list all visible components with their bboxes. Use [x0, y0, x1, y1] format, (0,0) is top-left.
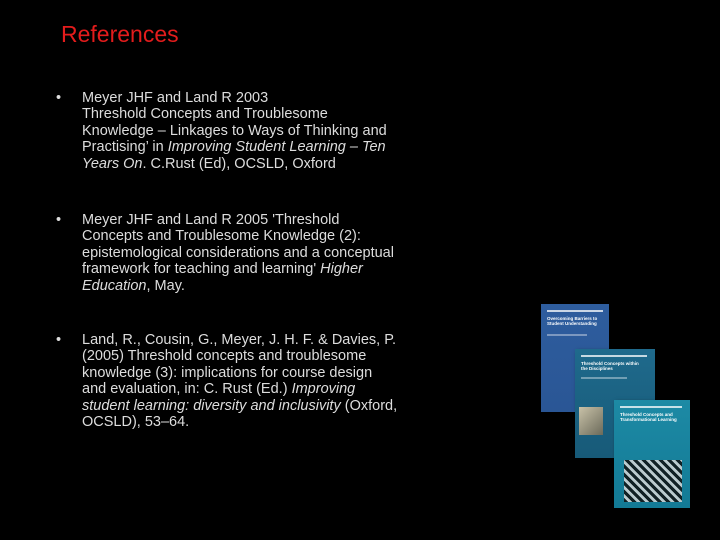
book-cover-title: Threshold Concepts and Transformational Learning: [620, 412, 677, 422]
escher-tessellation-image: [624, 460, 682, 502]
reference-item: [56, 212, 462, 294]
reference-item: [56, 332, 462, 430]
book-cover-threshold-transformational: [614, 400, 690, 508]
bullet: •: [56, 332, 62, 348]
bullet: •: [56, 90, 62, 106]
book-cover-title: Threshold Concepts within the Disciplines: [581, 361, 639, 371]
slide-title: References: [61, 21, 179, 47]
cover-rule: [581, 377, 627, 379]
bullet: •: [56, 212, 62, 228]
reference-item: [56, 90, 462, 172]
reference-text: Meyer JHF and Land R 2003 Threshold Concepts and Troublesome Knowledge – Linkages to Ways of Thinking and Practising’ in Improving Student Learning – Ten Years On. C.Rust (Ed), OCSLD, Oxford: [82, 90, 387, 172]
cover-rule: [620, 406, 682, 408]
reference-text: Meyer JHF and Land R 2005 'Threshold Concepts and Troublesome Knowledge (2): epistemological considerations and a conceptual framework for teaching and learning' Higher Education, May.: [82, 212, 394, 294]
cover-photo: [579, 407, 603, 435]
cover-rule: [581, 355, 647, 357]
cover-rule: [547, 334, 587, 336]
reference-text: Land, R., Cousin, G., Meyer, J. H. F. & Davies, P. (2005) Threshold concepts and troublesome knowledge (3): implications for course design and evaluation, in: C. Rust (Ed.) Improving student learning: diversity and inclusivity (Oxford, OCSLD), 53–64.: [82, 332, 398, 431]
cover-rule: [547, 310, 603, 312]
book-cover-title: Overcoming Barriers to Student Understanding: [547, 316, 598, 326]
